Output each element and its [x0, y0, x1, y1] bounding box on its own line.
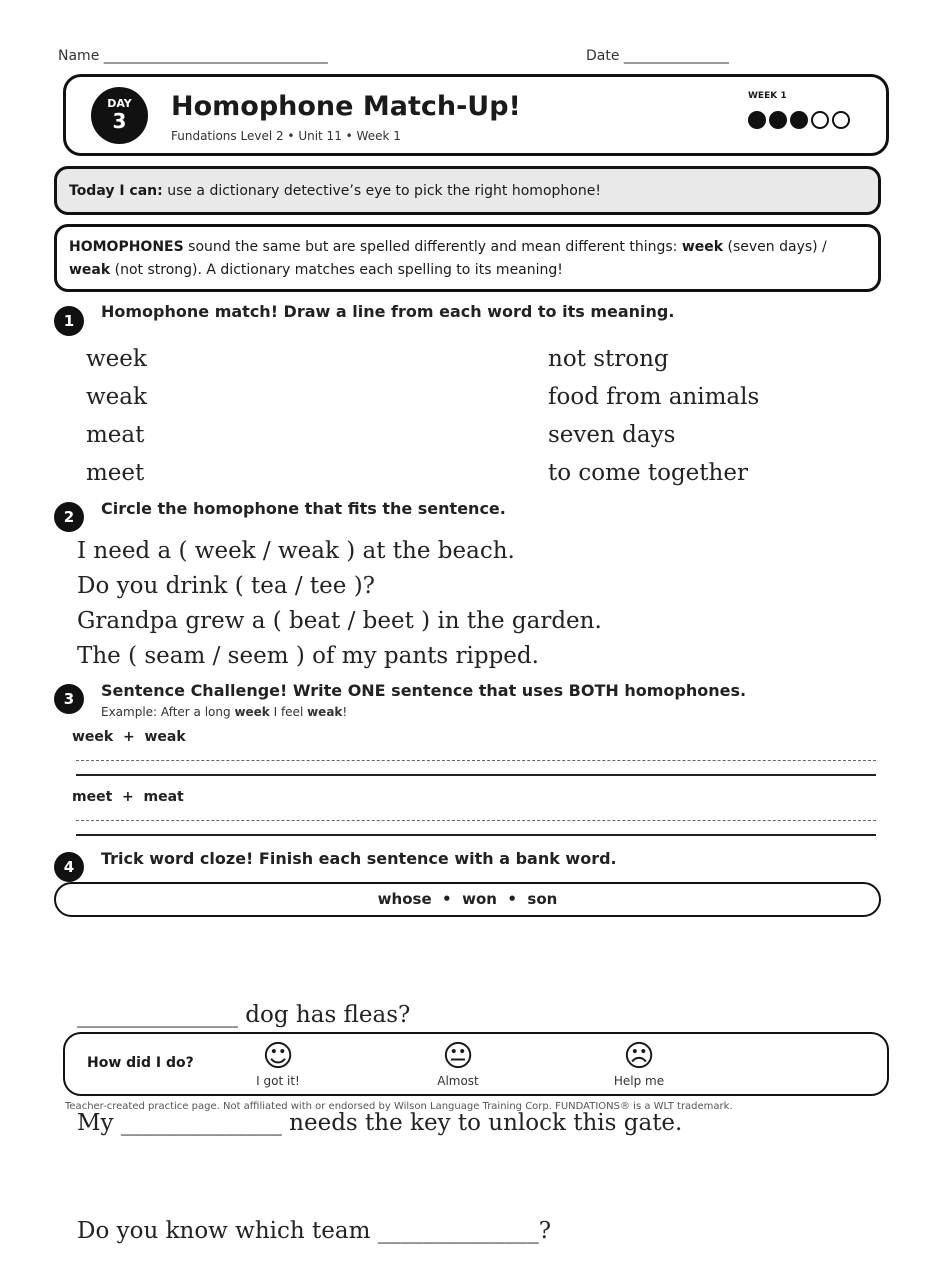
week-progress-dots [748, 111, 853, 129]
question-2-number: 2 [54, 502, 84, 532]
question-2-title: Circle the homophone that fits the sentence. [101, 499, 506, 518]
q4-sentence[interactable]: ______________ dog has fleas? [77, 1002, 411, 1028]
info-term: HOMOPHONES [69, 239, 184, 255]
info-text-2: (seven days) / [723, 239, 827, 255]
q1-word[interactable]: meat [86, 422, 145, 448]
goal-text [69, 183, 601, 199]
q3-example-middle: I feel [269, 705, 308, 719]
q1-meaning[interactable]: food from animals [548, 384, 760, 410]
question-4-title: Trick word cloze! Finish each sentence with a bank word. [101, 849, 617, 868]
progress-dot-empty [832, 111, 850, 129]
q3-example-word-1: week [234, 705, 270, 719]
week-label: WEEK 1 [748, 91, 787, 101]
info-word-2: weak [69, 262, 111, 278]
title-box [63, 74, 889, 156]
info-text [69, 236, 869, 282]
q1-meaning[interactable]: not strong [548, 346, 669, 372]
name-field-label: Name ________________________________ [58, 48, 328, 64]
q3-example-word-2: weak [307, 705, 343, 719]
q2-sentence[interactable]: The ( seam / seem ) of my pants ripped. [77, 643, 539, 669]
goal-lead: Today I can: [69, 183, 163, 199]
date-field-label: Date _______________ [586, 48, 729, 64]
q3-writing-line-dashed[interactable] [76, 820, 876, 821]
q3-writing-line-dashed[interactable] [76, 760, 876, 761]
q3-example-suffix: ! [342, 705, 348, 719]
day-badge [91, 87, 148, 144]
frown-icon: ☹ [623, 1039, 655, 1074]
face-label: Help me [613, 1074, 665, 1088]
question-3-number: 3 [54, 684, 84, 714]
q3-writing-line[interactable] [76, 834, 876, 836]
q1-word[interactable]: weak [86, 384, 147, 410]
q3-pair-2: meet + meat [72, 789, 184, 805]
info-box [54, 224, 881, 292]
self-check-prompt: How did I do? [87, 1055, 194, 1071]
face-label: I got it! [256, 1074, 300, 1088]
question-3-title: Sentence Challenge! Write ONE sentence that uses BOTH homophones. [101, 681, 747, 700]
info-word-1: week [681, 239, 724, 255]
q1-word-list [86, 340, 147, 492]
smile-icon: ☺ [262, 1039, 294, 1074]
q2-sentence-list [77, 534, 602, 674]
q3-example [101, 705, 347, 719]
goal-body: use a dictionary detective’s eye to pick the right homophone! [162, 183, 601, 199]
q2-sentence[interactable]: Grandpa grew a ( beat / beet ) in the garden. [77, 608, 602, 634]
face-almost[interactable] [413, 1040, 503, 1088]
goal-box [54, 166, 881, 215]
q1-meaning-list [548, 340, 759, 492]
day-label: DAY [107, 97, 132, 110]
page-subtitle: Fundations Level 2 • Unit 11 • Week 1 [171, 129, 401, 143]
progress-dot-empty [811, 111, 829, 129]
self-check-box [63, 1032, 889, 1096]
word-bank: whose • won • son [377, 890, 558, 908]
q2-sentence[interactable]: I need a ( week / weak ) at the beach. [77, 538, 515, 564]
q4-sentence[interactable]: Do you know which team ______________? [77, 1218, 552, 1244]
q4-sentence[interactable]: My ______________ needs the key to unlock this gate. [77, 1110, 683, 1136]
page-title: Homophone Match-Up! [171, 91, 521, 122]
q3-pair-1: week + weak [72, 729, 186, 745]
q3-writing-line[interactable] [76, 774, 876, 776]
day-number: 3 [112, 109, 127, 133]
question-1-title: Homophone match! Draw a line from each word to its meaning. [101, 302, 675, 321]
question-1-number: 1 [54, 306, 84, 336]
info-text-3: (not strong). A dictionary matches each spelling to its meaning! [110, 262, 563, 278]
face-got-it[interactable] [233, 1040, 323, 1088]
q1-word[interactable]: week [86, 346, 147, 372]
progress-dot-filled [748, 111, 766, 129]
q3-example-prefix: Example: After a long [101, 705, 235, 719]
question-4-number: 4 [54, 852, 84, 882]
progress-dot-filled [790, 111, 808, 129]
neutral-face-icon: 😐 [442, 1039, 474, 1074]
info-text-1: sound the same but are spelled differently and mean different things: [183, 239, 682, 255]
word-bank-box [54, 882, 881, 917]
q1-word[interactable]: meet [86, 460, 145, 486]
q2-sentence[interactable]: Do you drink ( tea / tee )? [77, 573, 376, 599]
face-label: Almost [437, 1074, 479, 1088]
footer-note: Teacher-created practice page. Not affiliated with or endorsed by Wilson Language Training Corp. FUNDATIONS® is a WLT trademark. [65, 1101, 733, 1112]
face-help-me[interactable] [594, 1040, 684, 1088]
q1-meaning[interactable]: to come together [548, 460, 748, 486]
progress-dot-filled [769, 111, 787, 129]
q1-meaning[interactable]: seven days [548, 422, 676, 448]
